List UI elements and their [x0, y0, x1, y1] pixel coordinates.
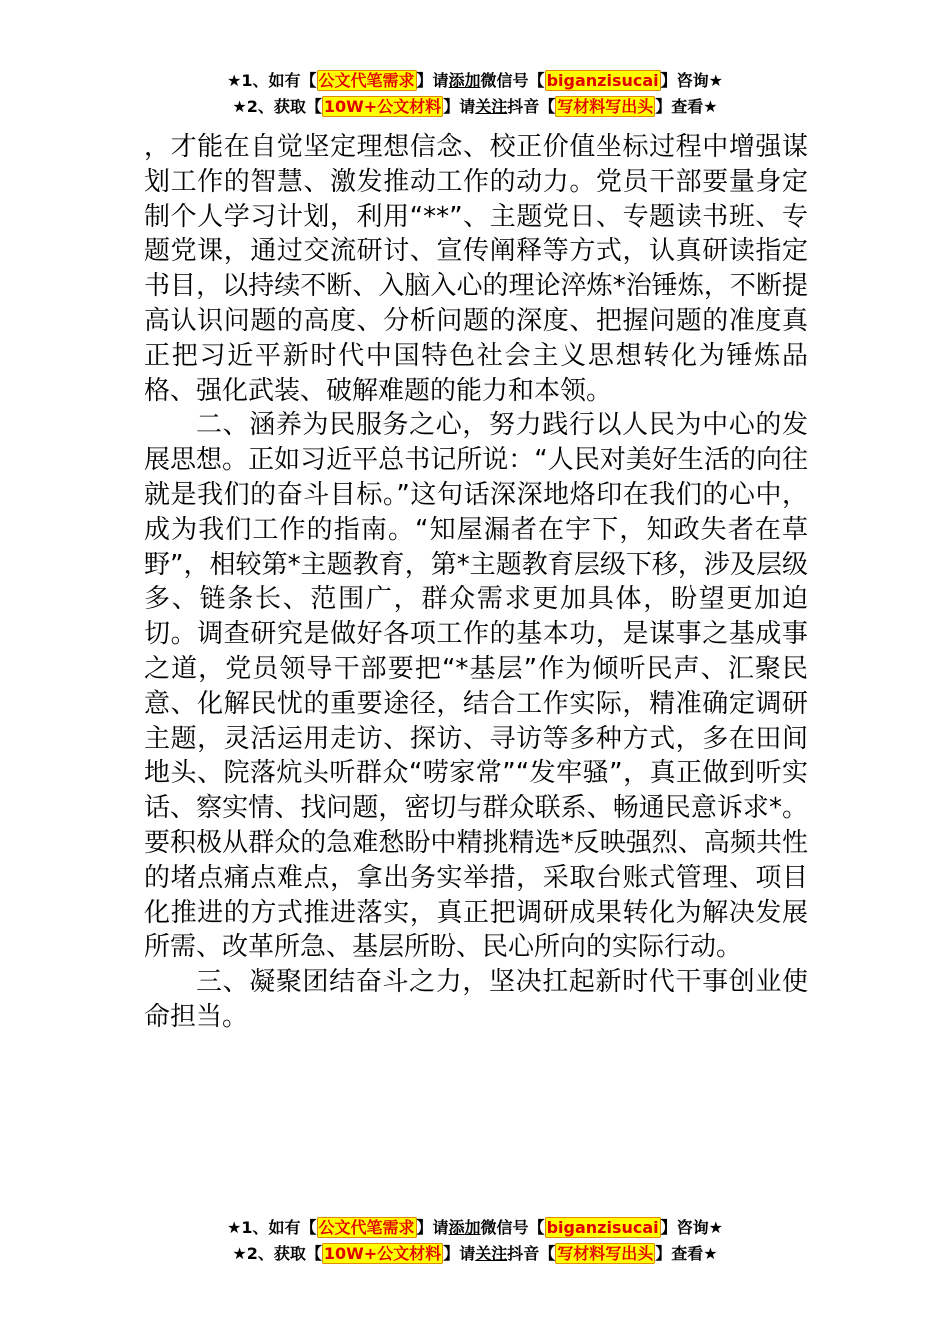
footer-highlight-materials: 10W+公文材料: [323, 1244, 442, 1263]
footer-highlight-wechat-id: biganzisucai: [546, 1218, 659, 1237]
footer-line-1-suffix: 】咨询★: [660, 1218, 723, 1237]
header-highlight-ghostwriting: 公文代笔需求: [318, 71, 415, 90]
header-line-2-mid: 】请: [443, 97, 476, 116]
header-line-2: [0, 94, 950, 120]
footer-banner: [0, 1215, 950, 1267]
footer-line-1-mid2: 微信号【: [480, 1218, 545, 1237]
footer-line-2-mid2: 抖音【: [507, 1244, 556, 1263]
header-highlight-douyin-account: 写材料写出头: [557, 97, 654, 116]
footer-line-1: [0, 1215, 950, 1241]
footer-line-2-mid: 】请: [443, 1244, 476, 1263]
footer-highlight-ghostwriting: 公文代笔需求: [318, 1218, 415, 1237]
footer-highlight-douyin-account: 写材料写出头: [557, 1244, 654, 1263]
paragraph-continuation: ，才能在自觉坚定理想信念、校正价值坐标过程中增强谋划工作的智慧、激发推动工作的动力。党员干部要量身定制个人学习计划，利用“**”、主题党日、专题读书班、专题党课，通过交流研讨、宣传阐释等方式，认真研读指定书目，以持续不断、入脑入心的理论淬炼*治锤炼，不断提高认识问题的高度、分析问题的深度、把握问题的准度真正把习近平新时代中国特色社会主义思想转化为锤炼品格、强化武装、破解难题的能力和本领。: [144, 132, 808, 406]
header-highlight-materials: 10W+公文材料: [323, 97, 442, 116]
footer-line-2: [0, 1241, 950, 1267]
header-underline-add: 添加: [448, 71, 481, 90]
paragraph-section-two: 二、涵养为民服务之心，努力践行以人民为中心的发展思想。正如习近平总书记所说：“人民对美好生活的向往就是我们的奋斗目标。”这句话深深地烙印在我们的心中，成为我们工作的指南。“知屋漏者在宇下，知政失者在草野”，相较第*主题教育，第*主题教育层级下移，涉及层级多、链条长、范围广，群众需求更加具体，盼望更加迫切。调查研究是做好各项工作的基本功，是谋事之基成事之道，党员领导干部要把“*基层”作为倾听民声、汇聚民意、化解民忧的重要途径，结合工作实际，精准确定调研主题，灵活运用走访、探访、寻访等多种方式，多在田间地头、院落炕头听群众“唠家常”“发牢骚”，真正做到听实话、察实情、找问题，密切与群众联系、畅通民意诉求*。要积极从群众的急难愁盼中精挑精选*反映强烈、高频共性的堵点痛点难点，拿出务实举措，采取台账式管理、项目化推进的方式推进落实，真正把调研成果转化为解决发展所需、改革所急、基层所盼、民心所向的实际行动。: [144, 410, 808, 963]
header-line-1-mid: 】请: [416, 71, 449, 90]
header-line-2-mid2: 抖音【: [507, 97, 556, 116]
footer-underline-follow: 关注: [475, 1244, 508, 1263]
footer-line-2-suffix: 】查看★: [655, 1244, 718, 1263]
footer-underline-add: 添加: [448, 1218, 481, 1237]
header-line-1-prefix: ★1、如有【: [227, 71, 317, 90]
footer-line-2-prefix: ★2、获取【: [232, 1244, 322, 1263]
header-line-1-suffix: 】咨询★: [660, 71, 723, 90]
header-line-1-mid2: 微信号【: [480, 71, 545, 90]
header-line-1: [0, 68, 950, 94]
header-highlight-wechat-id: biganzisucai: [546, 71, 659, 90]
header-underline-follow: 关注: [475, 97, 508, 116]
footer-line-1-mid: 】请: [416, 1218, 449, 1237]
header-line-2-prefix: ★2、获取【: [232, 97, 322, 116]
footer-line-1-prefix: ★1、如有【: [227, 1218, 317, 1237]
paragraph-section-three: 三、凝聚团结奋斗之力，坚决扛起新时代干事创业使命担当。: [144, 967, 808, 1032]
header-banner: [0, 68, 950, 120]
header-line-2-suffix: 】查看★: [655, 97, 718, 116]
document-body: [144, 130, 808, 1035]
